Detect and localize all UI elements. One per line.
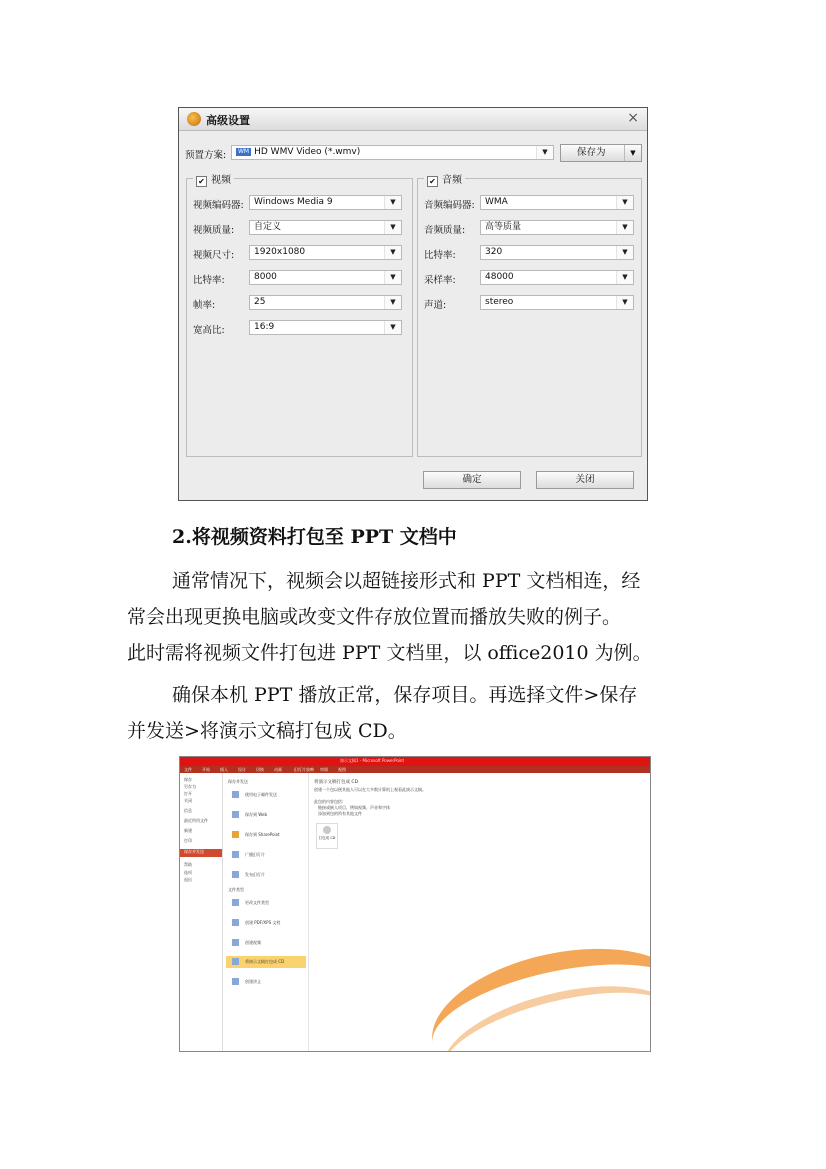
pdf-icon: [232, 919, 239, 926]
video-size-select[interactable]: [249, 245, 402, 260]
option-label: 发布幻灯片: [245, 872, 265, 877]
video-bitrate-label: 比特率:: [193, 275, 225, 286]
audio-channel-value: stereo: [485, 297, 514, 307]
video-aspect-value: 16:9: [254, 322, 275, 332]
tab-transitions[interactable]: 切换: [256, 767, 264, 772]
audio-bitrate-value: 320: [485, 247, 503, 257]
email-icon: [232, 791, 239, 798]
middle-header-filetypes: 文件类型: [228, 887, 244, 892]
chevron-down-icon: ▼: [616, 296, 633, 309]
menu-close[interactable]: 关闭: [184, 798, 192, 803]
video-encoder-value: Windows Media 9: [254, 197, 333, 207]
paragraph-line: 确保本机 PPT 播放正常，保存项目。再选择文件>保存: [172, 684, 638, 706]
sharepoint-icon: [232, 831, 239, 838]
video-encoder-select[interactable]: [249, 195, 402, 210]
video-framerate-label: 帧率:: [193, 300, 216, 311]
menu-print[interactable]: 打印: [184, 838, 192, 843]
chevron-down-icon: ▼: [384, 296, 401, 309]
package-cd-button[interactable]: [316, 823, 338, 849]
tab-view[interactable]: 视图: [338, 767, 346, 772]
menu-options[interactable]: 选项: [184, 870, 192, 875]
option-label: 将演示文稿打包成 CD: [245, 959, 285, 964]
tab-file[interactable]: 文件: [184, 767, 192, 772]
option-publish[interactable]: [232, 871, 265, 878]
video-size-label: 视频尺寸:: [193, 250, 235, 261]
menu-save-send[interactable]: 保存并发送: [180, 849, 222, 857]
chevron-down-icon: ▼: [536, 146, 553, 159]
video-aspect-select[interactable]: [249, 320, 402, 335]
chevron-down-icon: ▼: [384, 321, 401, 334]
paragraph-line: 此时需将视频文件打包进 PPT 文档里，以 office2010 为例。: [127, 642, 652, 664]
menu-open[interactable]: 打开: [184, 791, 192, 796]
option-sharepoint[interactable]: [232, 831, 280, 838]
audio-encoder-value: WMA: [485, 197, 508, 207]
right-title: 将演示文稿打包成 CD: [314, 780, 359, 785]
option-video[interactable]: [232, 939, 261, 946]
audio-channel-label: 声道:: [424, 300, 447, 311]
chevron-down-icon: ▼: [616, 271, 633, 284]
option-label: 创建 PDF/XPS 文档: [245, 920, 281, 925]
video-size-value: 1920x1080: [254, 247, 306, 257]
dialog-titlebar: [179, 108, 647, 131]
audio-quality-label: 音频质量:: [424, 225, 466, 236]
audio-encoder-label: 音频编码器:: [424, 200, 475, 211]
chevron-down-icon: ▼: [384, 221, 401, 234]
option-handouts[interactable]: [232, 978, 261, 985]
section-heading: 2.将视频资料打包至 PPT 文档中: [172, 526, 457, 548]
backstage-left-menu: [180, 773, 223, 1051]
option-label: 使用电子邮件发送: [245, 792, 277, 797]
tab-design[interactable]: 设计: [238, 767, 246, 772]
tab-animations[interactable]: 动画: [274, 767, 282, 772]
audio-checkbox[interactable]: ✔: [427, 176, 438, 187]
video-checkbox[interactable]: ✔: [196, 176, 207, 187]
publish-icon: [232, 871, 239, 878]
chevron-down-icon: ▼: [384, 246, 401, 259]
video-quality-value: 自定义: [254, 222, 282, 232]
preset-value: HD WMV Video (*.wmv): [254, 147, 361, 157]
video-framerate-select[interactable]: [249, 295, 402, 310]
option-broadcast[interactable]: [232, 851, 265, 858]
audio-group-header: [424, 171, 465, 187]
audio-quality-select[interactable]: [480, 220, 634, 235]
chevron-down-icon: ▼: [384, 196, 401, 209]
audio-samplerate-select[interactable]: [480, 270, 634, 285]
close-icon[interactable]: ×: [627, 110, 639, 126]
ribbon-tabs: [180, 766, 650, 773]
file-type-icon: [232, 899, 239, 906]
preset-label: 预置方案:: [185, 150, 227, 161]
menu-save-as[interactable]: 另存为: [184, 784, 196, 789]
option-pdf[interactable]: [232, 919, 280, 926]
menu-save[interactable]: 保存: [184, 777, 192, 782]
chevron-down-icon[interactable]: ▼: [624, 145, 641, 161]
ok-button[interactable]: 确定: [423, 471, 521, 489]
middle-header-send: 保存并发送: [228, 779, 248, 784]
video-aspect-label: 宽高比:: [193, 325, 225, 336]
video-bitrate-select[interactable]: [249, 270, 402, 285]
audio-encoder-select[interactable]: [480, 195, 634, 210]
wmv-icon: WM: [238, 148, 250, 155]
option-label: 保存到 SharePoint: [245, 832, 280, 837]
right-bullet: 添加到包的所有其他文件: [318, 811, 362, 816]
video-quality-label: 视频质量:: [193, 225, 235, 236]
paragraph-line: 通常情况下，视频会以超链接形式和 PPT 文档相连，经: [172, 570, 641, 592]
tab-slideshow[interactable]: 幻灯片放映: [294, 767, 314, 772]
menu-recent[interactable]: 最近所用文件: [184, 818, 208, 823]
backstage-middle-pane: [224, 773, 309, 1051]
app-logo-icon: [187, 112, 201, 126]
right-bullet: 链接或嵌入项目，例如视频、声音和字体: [318, 805, 390, 810]
save-as-label: 保存为: [577, 147, 606, 158]
option-package-cd[interactable]: [232, 958, 284, 965]
option-label: 创建视频: [245, 940, 261, 945]
cd-icon: [323, 826, 331, 834]
video-encoder-label: 视频编码器:: [193, 200, 244, 211]
option-web[interactable]: [232, 811, 267, 818]
window-title: 演示文稿1 - Microsoft PowerPoint: [340, 758, 405, 763]
menu-help[interactable]: 帮助: [184, 862, 192, 867]
window-titlebar: [180, 757, 650, 766]
tab-insert[interactable]: 插入: [220, 767, 228, 772]
right-subheading: 此包的内容包括:: [314, 799, 344, 804]
video-quality-select[interactable]: [249, 220, 402, 235]
package-cd-label: 打包成 CD: [318, 836, 336, 840]
save-as-button[interactable]: [560, 144, 642, 162]
audio-header-label: 音频: [442, 175, 462, 186]
menu-new[interactable]: 新建: [184, 828, 192, 833]
tab-review[interactable]: 审阅: [320, 767, 328, 772]
audio-samplerate-value: 48000: [485, 272, 514, 282]
handout-icon: [232, 978, 239, 985]
option-email[interactable]: [232, 791, 277, 798]
audio-samplerate-label: 采样率:: [424, 275, 456, 286]
audio-bitrate-label: 比特率:: [424, 250, 456, 261]
video-framerate-value: 25: [254, 297, 266, 307]
globe-icon: [232, 811, 239, 818]
chevron-down-icon: ▼: [384, 271, 401, 284]
video-bitrate-value: 8000: [254, 272, 277, 282]
audio-quality-value: 高等质量: [485, 222, 522, 232]
advanced-settings-dialog: [178, 107, 648, 501]
tab-home[interactable]: 开始: [202, 767, 210, 772]
close-button[interactable]: 关闭: [536, 471, 634, 489]
video-group-header: [193, 171, 234, 187]
right-description: 创建一个包以便其他人可以在大多数计算机上观看此演示文稿。: [314, 787, 426, 792]
preset-select[interactable]: [231, 145, 554, 160]
menu-exit[interactable]: 退出: [184, 877, 192, 882]
video-header-label: 视频: [211, 175, 231, 186]
option-label: 广播幻灯片: [245, 852, 265, 857]
broadcast-icon: [232, 851, 239, 858]
chevron-down-icon: ▼: [616, 196, 633, 209]
dialog-title: 高级设置: [206, 114, 250, 127]
paragraph-line: 并发送>将演示文稿打包成 CD。: [127, 720, 407, 742]
cd-icon: [232, 958, 239, 965]
paragraph-line: 常会出现更换电脑或改变文件存放位置而播放失败的例子。: [127, 606, 622, 628]
option-change-type[interactable]: [232, 899, 269, 906]
video-icon: [232, 939, 239, 946]
chevron-down-icon: ▼: [616, 221, 633, 234]
chevron-down-icon: ▼: [616, 246, 633, 259]
audio-bitrate-select[interactable]: [480, 245, 634, 260]
option-label: 更改文件类型: [245, 900, 269, 905]
option-label: 创建讲义: [245, 979, 261, 984]
audio-channel-select[interactable]: [480, 295, 634, 310]
powerpoint-backstage-screenshot: [179, 756, 651, 1052]
menu-info[interactable]: 信息: [184, 808, 192, 813]
option-label: 保存到 Web: [245, 812, 267, 817]
